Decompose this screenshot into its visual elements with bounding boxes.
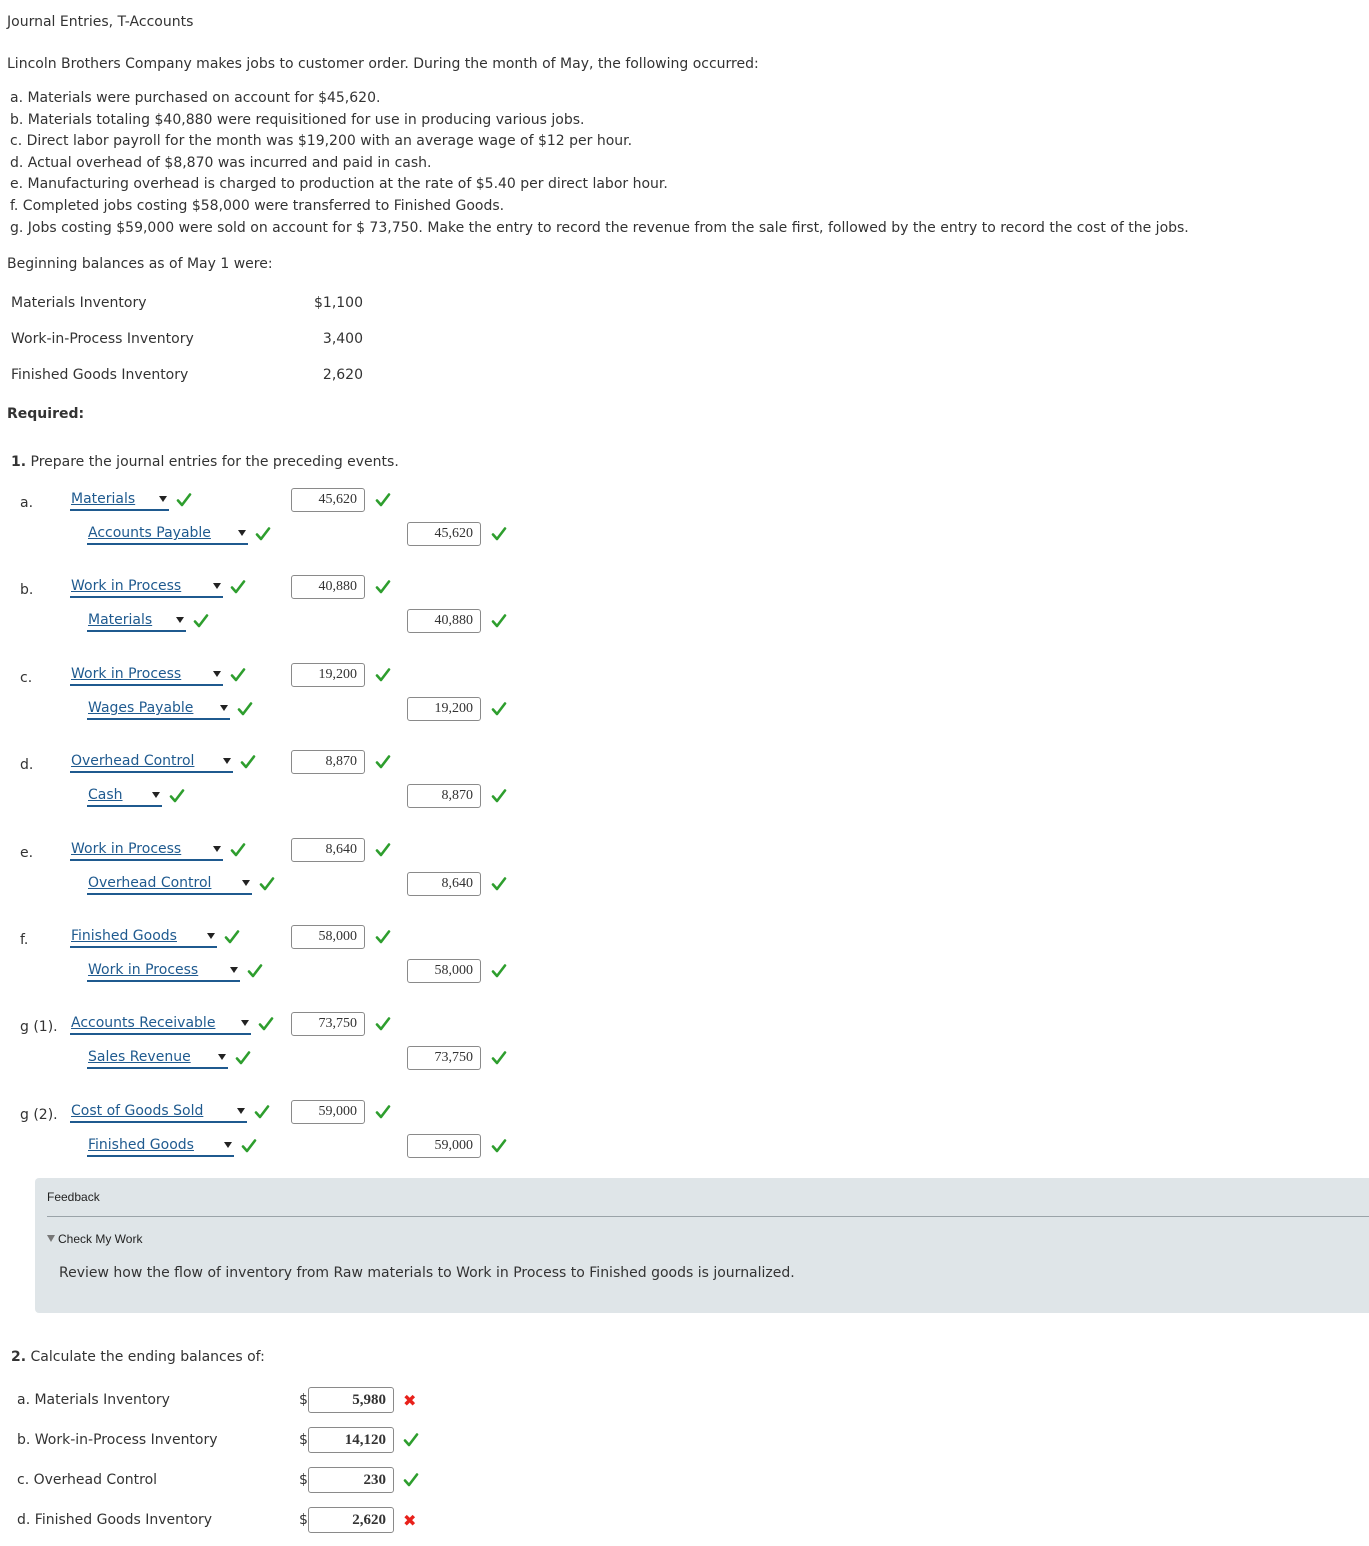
credit-account-value: Materials	[88, 612, 153, 628]
divider	[47, 1216, 1369, 1217]
checkmark-icon	[491, 701, 507, 717]
required-heading: Required:	[7, 406, 85, 422]
checkmark-icon	[224, 929, 240, 945]
debit-amount-input[interactable]: 58,000	[291, 925, 365, 949]
debit-account-select[interactable]	[70, 928, 217, 948]
balance-value: $1,100	[314, 295, 363, 311]
credit-account-select[interactable]	[87, 1049, 228, 1069]
event-item: g. Jobs costing $59,000 were sold on account for $ 73,750. Make the entry to record the revenue from the sale first, followed by the entry to record the cost of the jobs.	[10, 219, 1189, 236]
checkmark-icon	[403, 1432, 419, 1448]
debit-account-select[interactable]	[70, 1103, 247, 1123]
debit-amount-input[interactable]: 73,750	[291, 1012, 365, 1036]
chevron-down-icon	[213, 583, 221, 589]
checkmark-icon	[255, 526, 271, 542]
credit-account-value: Work in Process	[88, 962, 199, 978]
credit-account-select[interactable]	[87, 525, 248, 545]
checkmark-icon	[193, 613, 209, 629]
ending-balance-input[interactable]: 2,620	[308, 1507, 394, 1533]
feedback-title: Feedback	[47, 1190, 100, 1204]
checkmark-icon	[375, 1104, 391, 1120]
entry-letter: a.	[20, 495, 34, 511]
checkmark-icon	[491, 526, 507, 542]
credit-account-value: Wages Payable	[88, 700, 194, 716]
checkmark-icon	[491, 876, 507, 892]
debit-account-value: Accounts Receivable	[71, 1015, 216, 1031]
credit-amount-input[interactable]: 58,000	[407, 959, 481, 983]
checkmark-icon	[491, 963, 507, 979]
chevron-down-icon	[242, 880, 250, 886]
credit-amount-input[interactable]: 59,000	[407, 1134, 481, 1158]
debit-account-select[interactable]	[70, 666, 223, 686]
question-1	[11, 454, 399, 470]
checkmark-icon	[375, 667, 391, 683]
checkmark-icon	[230, 842, 246, 858]
credit-account-value: Sales Revenue	[88, 1049, 191, 1065]
chevron-down-icon	[224, 1142, 232, 1148]
debit-account-value: Work in Process	[71, 578, 182, 594]
event-item: e. Manufacturing overhead is charged to production at the rate of $5.40 per direct labor hour.	[10, 176, 668, 193]
chevron-down-icon	[159, 496, 167, 502]
credit-amount-input[interactable]: 40,880	[407, 609, 481, 633]
currency-symbol: $	[299, 1512, 308, 1528]
debit-account-select[interactable]	[70, 1015, 251, 1035]
event-item: f. Completed jobs costing $58,000 were transferred to Finished Goods.	[10, 197, 505, 214]
checkmark-icon	[375, 492, 391, 508]
checkmark-icon	[241, 1138, 257, 1154]
debit-account-value: Work in Process	[71, 666, 182, 682]
checkmark-icon	[491, 788, 507, 804]
checkmark-icon	[491, 1050, 507, 1066]
debit-amount-input[interactable]: 59,000	[291, 1100, 365, 1124]
ending-balance-input[interactable]: 14,120	[308, 1427, 394, 1453]
checkmark-icon	[237, 701, 253, 717]
x-mark-icon: ✖	[403, 1391, 417, 1410]
credit-account-value: Cash	[88, 787, 123, 803]
chevron-down-icon	[213, 846, 221, 852]
credit-amount-input[interactable]: 8,640	[407, 872, 481, 896]
chevron-down-icon	[207, 933, 215, 939]
checkmark-icon	[176, 492, 192, 508]
ending-balance-label: d. Finished Goods Inventory	[17, 1512, 213, 1528]
credit-account-value: Finished Goods	[88, 1137, 194, 1153]
balance-name: Materials Inventory	[11, 295, 147, 311]
chevron-down-icon	[213, 671, 221, 677]
balance-name: Work-in-Process Inventory	[11, 331, 194, 347]
debit-account-value: Materials	[71, 491, 136, 507]
credit-account-select[interactable]	[87, 962, 240, 982]
question-2	[11, 1349, 265, 1365]
checkmark-icon	[403, 1472, 419, 1488]
debit-amount-input[interactable]: 8,640	[291, 838, 365, 862]
beginning-balance-row	[11, 295, 363, 315]
balance-value: 2,620	[322, 367, 363, 383]
currency-symbol: $	[299, 1392, 308, 1408]
ending-balance-label: c. Overhead Control	[17, 1472, 158, 1488]
chevron-down-icon	[218, 1054, 226, 1060]
chevron-down-icon	[223, 758, 231, 764]
chevron-down-icon	[176, 617, 184, 623]
beginning-balance-row	[11, 367, 363, 387]
checkmark-icon	[375, 579, 391, 595]
debit-amount-input[interactable]: 45,620	[291, 488, 365, 512]
debit-amount-input[interactable]: 19,200	[291, 663, 365, 687]
credit-amount-input[interactable]: 45,620	[407, 522, 481, 546]
feedback-panel	[35, 1178, 1369, 1313]
checkmark-icon	[254, 1104, 270, 1120]
debit-account-value: Overhead Control	[71, 753, 195, 769]
debit-account-select[interactable]	[70, 841, 223, 861]
chevron-down-icon	[238, 530, 246, 536]
checkmark-icon	[230, 579, 246, 595]
event-item: a. Materials were purchased on account for $45,620.	[10, 90, 381, 106]
entry-letter: g (2).	[20, 1107, 58, 1123]
debit-account-select[interactable]	[70, 753, 233, 773]
check-my-work-toggle[interactable]	[47, 1232, 142, 1246]
ending-balance-input[interactable]: 230	[308, 1467, 394, 1493]
checkmark-icon	[235, 1050, 251, 1066]
credit-amount-input[interactable]: 73,750	[407, 1046, 481, 1070]
currency-symbol: $	[299, 1432, 308, 1448]
beginning-balances-label: Beginning balances as of May 1 were:	[7, 256, 273, 272]
entry-letter: b.	[20, 582, 34, 598]
credit-account-value: Overhead Control	[88, 875, 212, 891]
question-text: Prepare the journal entries for the preceding events.	[26, 454, 399, 470]
entry-letter: d.	[20, 757, 34, 773]
feedback-text: Review how the flow of inventory from Raw materials to Work in Process to Finished goods is journalized.	[59, 1265, 795, 1281]
debit-account-select[interactable]	[70, 578, 223, 598]
debit-amount-input[interactable]: 40,880	[291, 575, 365, 599]
entry-letter: c.	[20, 670, 33, 686]
page-title: Journal Entries, T-Accounts	[7, 14, 194, 30]
question-number: 1.	[11, 454, 27, 470]
checkmark-icon	[491, 1138, 507, 1154]
currency-symbol: $	[299, 1472, 308, 1488]
checkmark-icon	[375, 929, 391, 945]
checkmark-icon	[240, 754, 256, 770]
checkmark-icon	[230, 667, 246, 683]
balance-name: Finished Goods Inventory	[11, 367, 189, 383]
triangle-down-icon	[47, 1235, 55, 1242]
checkmark-icon	[491, 613, 507, 629]
event-item: c. Direct labor payroll for the month was $19,200 with an average wage of $12 per hour.	[10, 133, 633, 150]
question-text: Calculate the ending balances of:	[26, 1349, 265, 1365]
question-number: 2.	[11, 1349, 27, 1365]
debit-account-select[interactable]	[70, 491, 169, 511]
checkmark-icon	[375, 1016, 391, 1032]
debit-account-value: Cost of Goods Sold	[71, 1103, 204, 1119]
credit-account-select[interactable]	[87, 787, 162, 807]
checkmark-icon	[258, 1016, 274, 1032]
balance-value: 3,400	[322, 331, 363, 347]
checkmark-icon	[259, 876, 275, 892]
beginning-balance-row	[11, 331, 363, 351]
chevron-down-icon	[241, 1020, 249, 1026]
credit-account-value: Accounts Payable	[88, 525, 211, 541]
checkmark-icon	[375, 842, 391, 858]
credit-amount-input[interactable]: 8,870	[407, 784, 481, 808]
credit-amount-input[interactable]: 19,200	[407, 697, 481, 721]
chevron-down-icon	[237, 1108, 245, 1114]
problem-intro: Lincoln Brothers Company makes jobs to customer order. During the month of May, the following occurred:	[7, 56, 759, 72]
ending-balance-label: b. Work-in-Process Inventory	[17, 1432, 218, 1448]
entry-letter: e.	[20, 845, 34, 861]
debit-account-value: Finished Goods	[71, 928, 177, 944]
x-mark-icon: ✖	[403, 1511, 417, 1530]
ending-balance-input[interactable]: 5,980	[308, 1387, 394, 1413]
event-item: b. Materials totaling $40,880 were requisitioned for use in producing various jobs.	[10, 111, 585, 128]
credit-account-select[interactable]	[87, 1137, 234, 1157]
debit-account-value: Work in Process	[71, 841, 182, 857]
event-item: d. Actual overhead of $8,870 was incurred and paid in cash.	[10, 154, 432, 171]
chevron-down-icon	[230, 967, 238, 973]
checkmark-icon	[375, 754, 391, 770]
entry-letter: f.	[20, 932, 29, 948]
credit-account-select[interactable]	[87, 700, 230, 720]
debit-amount-input[interactable]: 8,870	[291, 750, 365, 774]
chevron-down-icon	[152, 792, 160, 798]
ending-balance-label: a. Materials Inventory	[17, 1392, 170, 1408]
checkmark-icon	[169, 788, 185, 804]
credit-account-select[interactable]	[87, 875, 252, 895]
chevron-down-icon	[220, 705, 228, 711]
credit-account-select[interactable]	[87, 612, 186, 632]
entry-letter: g (1).	[20, 1019, 58, 1035]
event-list	[10, 89, 1189, 240]
check-my-work-label: Check My Work	[58, 1232, 143, 1246]
checkmark-icon	[247, 963, 263, 979]
